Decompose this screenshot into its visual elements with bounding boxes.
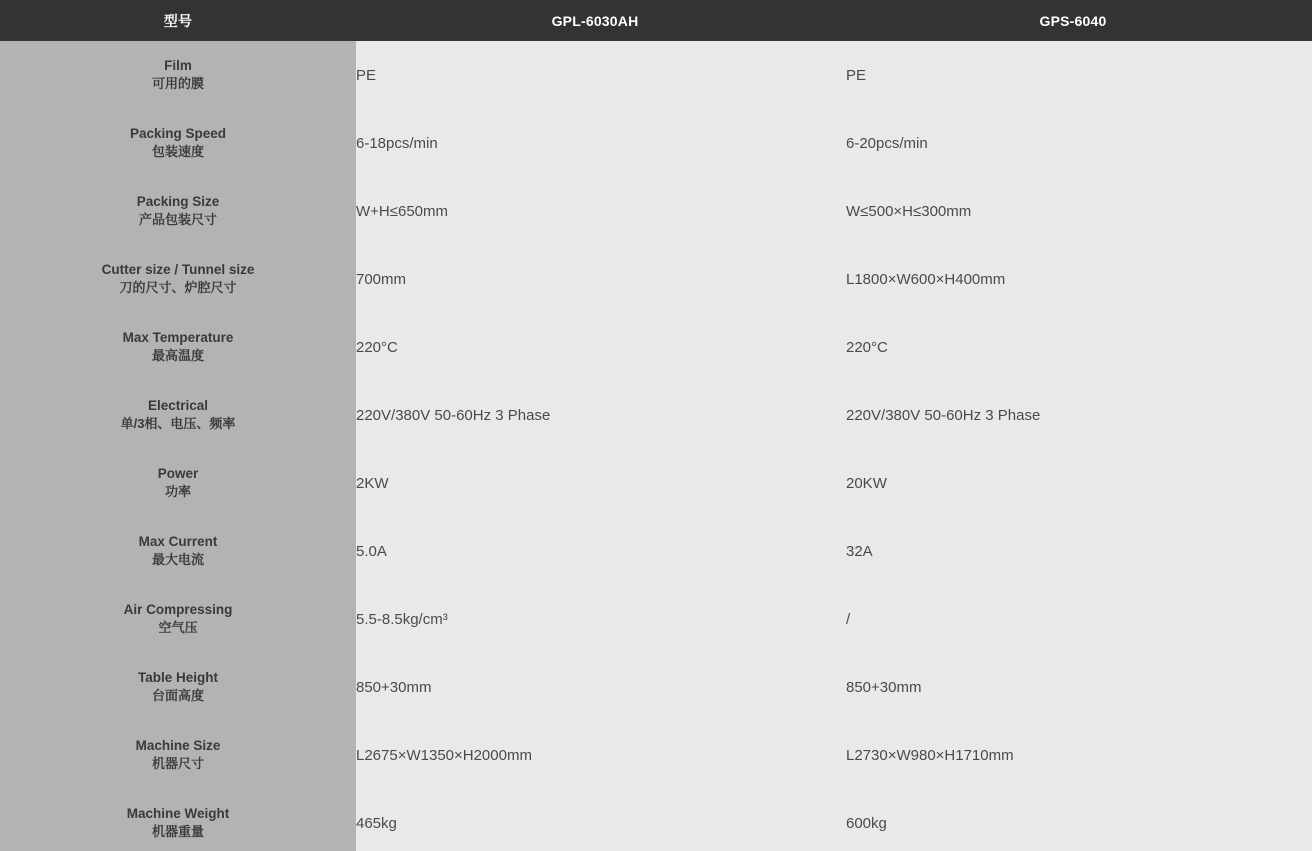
row-label-en: Packing Size (136, 194, 220, 210)
header-row (0, 0, 1312, 41)
table-row (0, 109, 1312, 177)
row-value-product-1: 5.0A (356, 517, 834, 585)
table-row (0, 313, 1312, 381)
row-label-en: Cutter size / Tunnel size (101, 262, 255, 278)
table-row (0, 449, 1312, 517)
row-label-packing-speed (0, 109, 356, 177)
row-label-en: Electrical (147, 398, 209, 414)
row-label-max-temperature (0, 313, 356, 381)
row-label-en: Film (164, 58, 192, 74)
row-value-product-1: 465kg (356, 789, 834, 851)
row-value-product-1: 700mm (356, 245, 834, 313)
row-label-cn: 空气压 (158, 620, 198, 636)
row-label-en: Machine Weight (126, 806, 230, 822)
row-label-power (0, 449, 356, 517)
row-label-cn: 台面高度 (151, 688, 204, 704)
row-label-table-height (0, 653, 356, 721)
row-value-product-1: W+H≤650mm (356, 177, 834, 245)
row-label-en: Power (157, 466, 199, 482)
table-body (0, 41, 1312, 851)
table-row (0, 381, 1312, 449)
table-row (0, 585, 1312, 653)
table-row (0, 789, 1312, 851)
row-value-product-2: 850+30mm (834, 653, 1312, 721)
row-value-product-1: 850+30mm (356, 653, 834, 721)
row-value-product-2: L1800×W600×H400mm (834, 245, 1312, 313)
row-value-product-1: 6-18pcs/min (356, 109, 834, 177)
row-label-en: Table Height (137, 670, 218, 686)
table-row (0, 721, 1312, 789)
row-label-cn: 功率 (164, 484, 191, 500)
row-label-film (0, 41, 356, 109)
table-header (0, 0, 1312, 41)
row-value-product-2: 20KW (834, 449, 1312, 517)
row-label-machine-size (0, 721, 356, 789)
row-label-en: Air Compressing (123, 602, 233, 618)
row-label-en: Max Current (138, 534, 218, 550)
row-label-en: Max Temperature (122, 330, 234, 346)
table-row (0, 177, 1312, 245)
row-value-product-2: 220V/380V 50-60Hz 3 Phase (834, 381, 1312, 449)
row-value-product-2: / (834, 585, 1312, 653)
row-value-product-2: 220°C (834, 313, 1312, 381)
table-row (0, 245, 1312, 313)
row-label-electrical (0, 381, 356, 449)
row-value-product-2: 600kg (834, 789, 1312, 851)
table-row (0, 517, 1312, 585)
row-value-product-2: W≤500×H≤300mm (834, 177, 1312, 245)
row-label-cn: 最大电流 (151, 552, 204, 568)
row-value-product-1: 2KW (356, 449, 834, 517)
row-label-packing-size (0, 177, 356, 245)
row-label-en: Packing Speed (129, 126, 227, 142)
row-label-cn: 最高温度 (151, 348, 204, 364)
header-cell-model: 型号 (0, 0, 356, 41)
row-label-cn: 机器重量 (151, 824, 204, 840)
row-value-product-1: PE (356, 41, 834, 109)
row-label-machine-weight (0, 789, 356, 851)
row-label-cn: 包装速度 (151, 144, 204, 160)
row-label-cutter-tunnel-size (0, 245, 356, 313)
row-label-max-current (0, 517, 356, 585)
row-value-product-1: 220V/380V 50-60Hz 3 Phase (356, 381, 834, 449)
header-cell-product-1: GPL-6030AH (356, 0, 834, 41)
row-value-product-2: 32A (834, 517, 1312, 585)
row-value-product-2: L2730×W980×H1710mm (834, 721, 1312, 789)
row-label-cn: 可用的膜 (151, 76, 204, 92)
table-row (0, 653, 1312, 721)
row-value-product-1: L2675×W1350×H2000mm (356, 721, 834, 789)
row-value-product-2: PE (834, 41, 1312, 109)
row-label-air-compressing (0, 585, 356, 653)
row-label-cn: 刀的尺寸、炉腔尺寸 (119, 280, 237, 296)
row-value-product-1: 220°C (356, 313, 834, 381)
row-label-cn: 机器尺寸 (151, 756, 204, 772)
row-label-cn: 产品包装尺寸 (138, 212, 217, 228)
row-label-cn: 单/3相、电压、频率 (120, 416, 236, 432)
row-value-product-1: 5.5-8.5kg/cm³ (356, 585, 834, 653)
header-cell-product-2: GPS-6040 (834, 0, 1312, 41)
row-label-en: Machine Size (135, 738, 221, 754)
row-value-product-2: 6-20pcs/min (834, 109, 1312, 177)
table-row (0, 41, 1312, 109)
